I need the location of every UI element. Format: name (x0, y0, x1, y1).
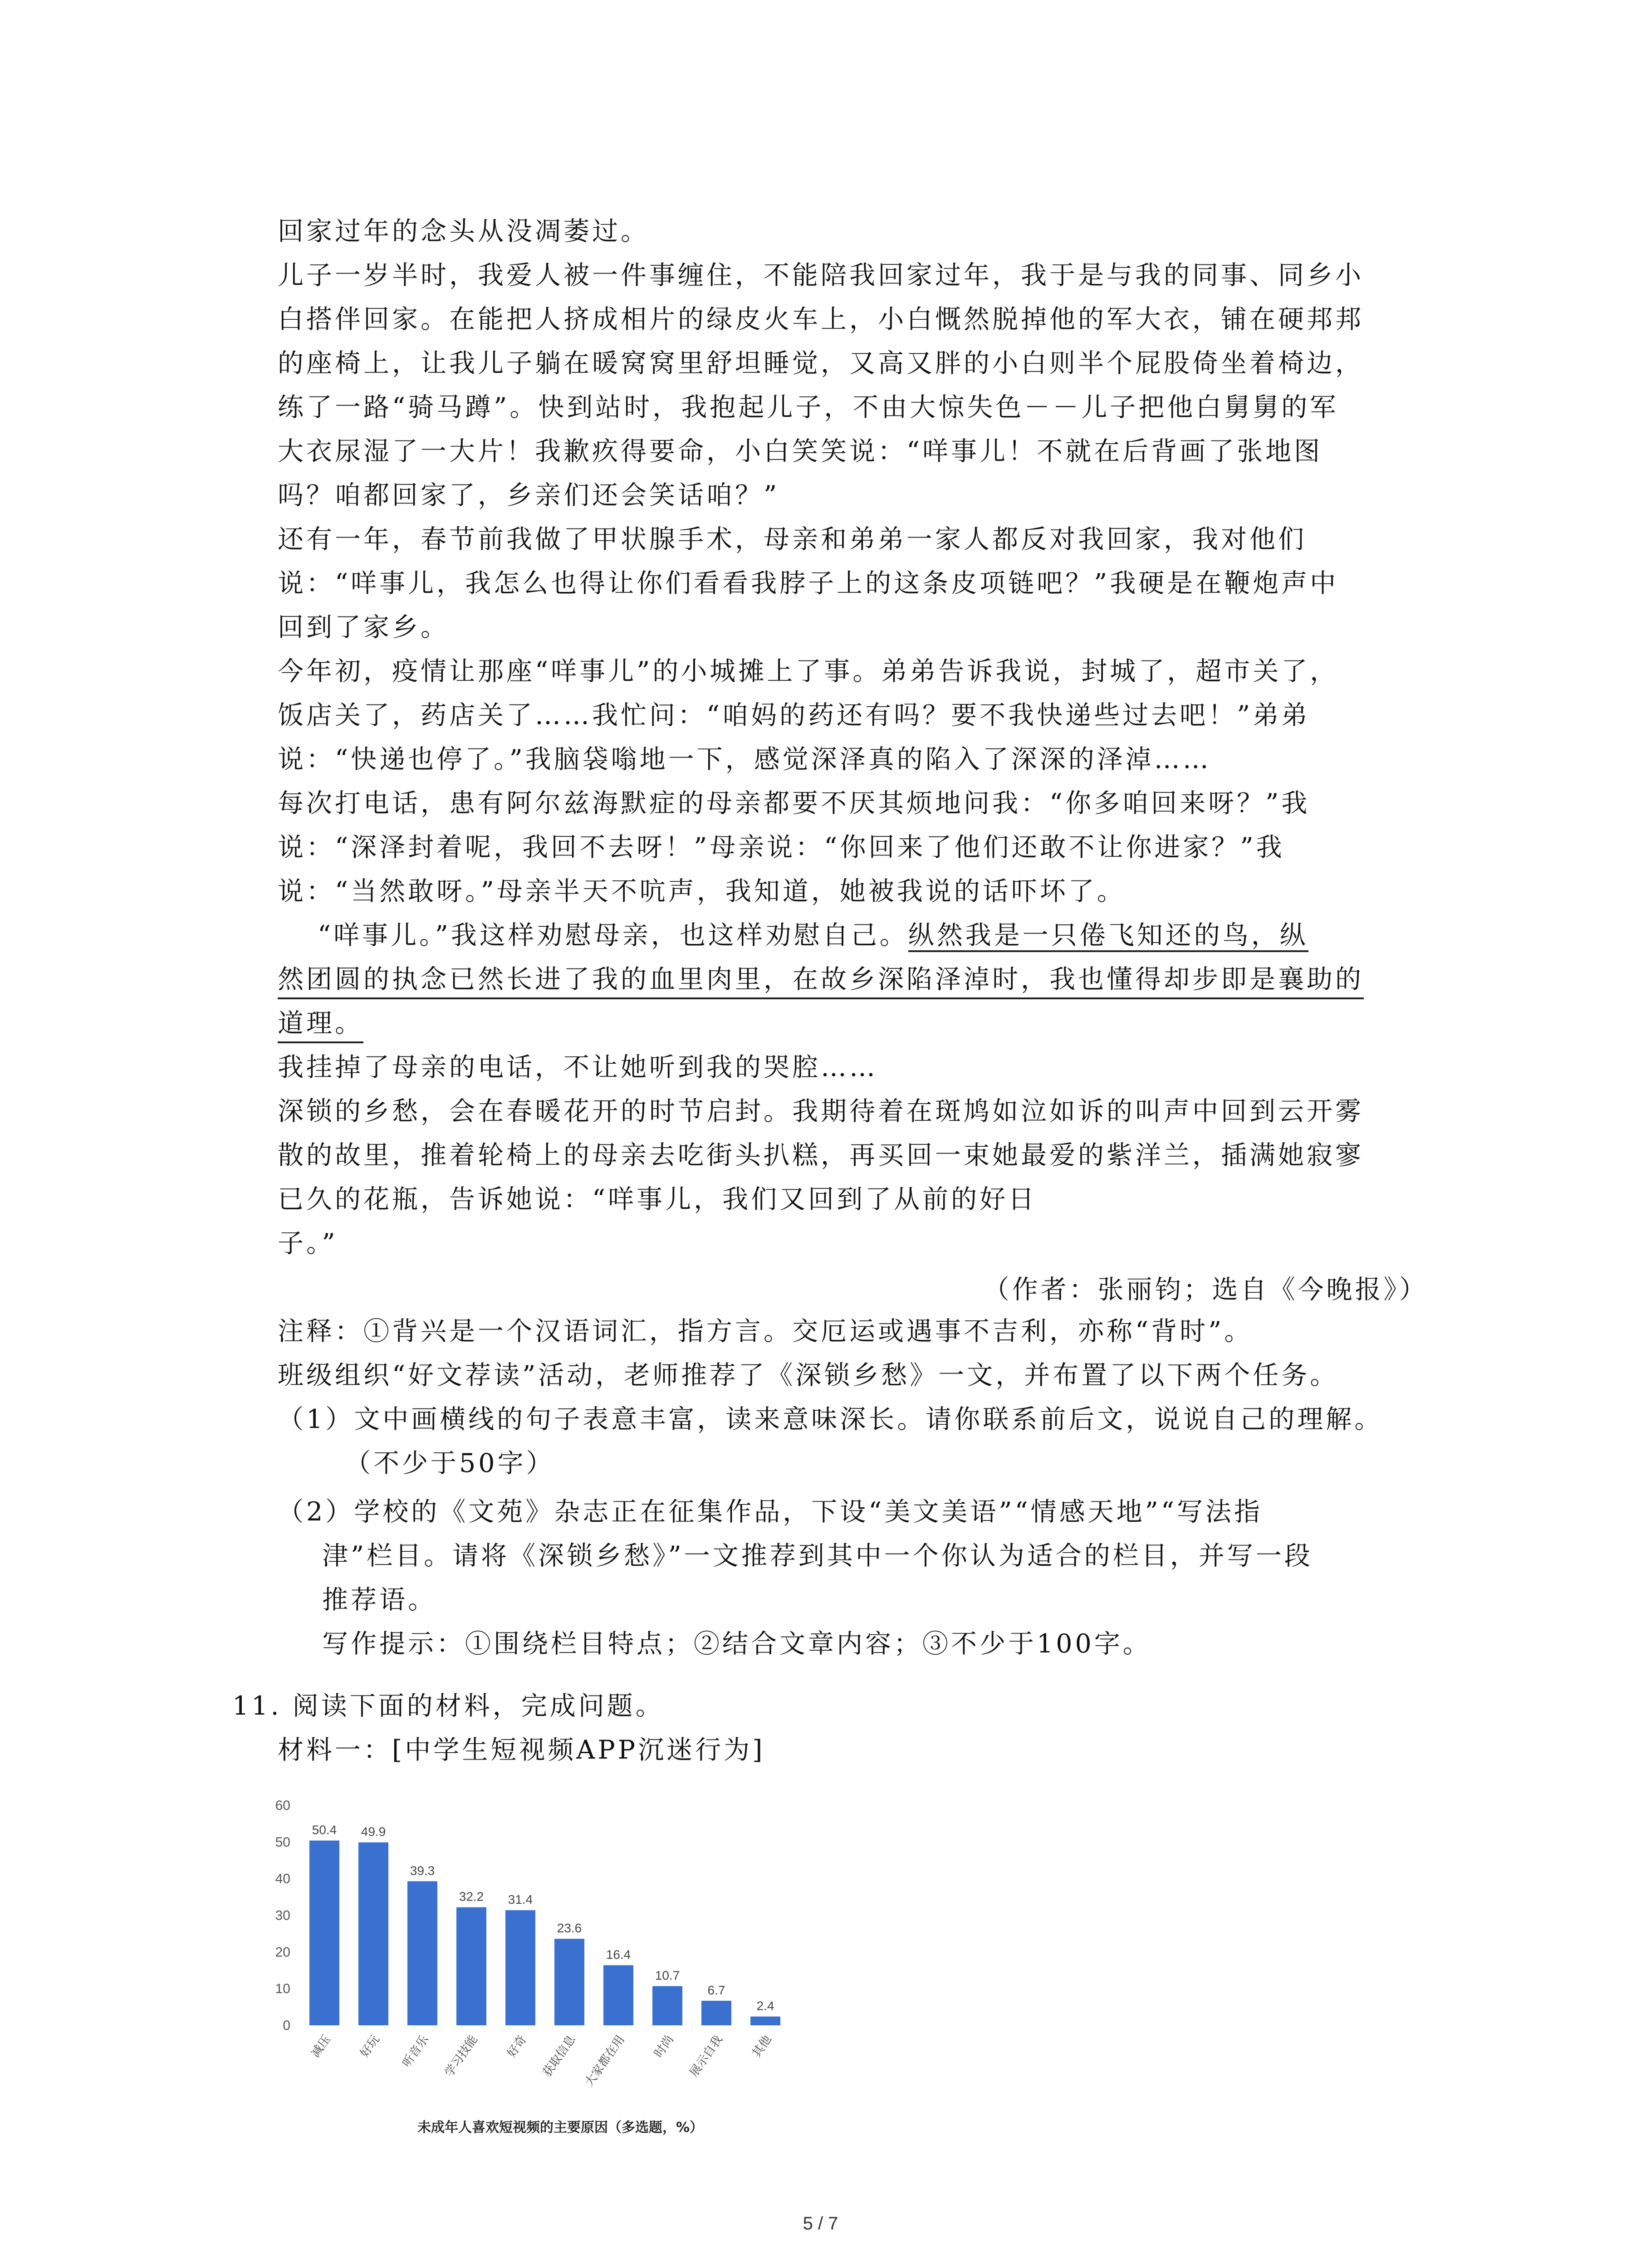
text-line: 说：“深泽封着呢，我回不去呀！”母亲说：“你回来了他们还敢不让你进家？”我 (278, 832, 1285, 862)
y-tick-label: 0 (283, 2018, 290, 2033)
data-label: 39.3 (410, 1863, 435, 1878)
data-label: 23.6 (557, 1921, 582, 1936)
bar (505, 1910, 535, 2025)
y-tick-label: 50 (275, 1834, 290, 1850)
data-label: 49.9 (361, 1824, 386, 1839)
x-tick-label: 好奇 (505, 2033, 529, 2060)
y-tick-label: 20 (275, 1945, 290, 1960)
text-line: 已久的花瓶，告诉她说：“咩事儿，我们又回到了从前的好日 (278, 1184, 1037, 1214)
footnote: 注释：①背兴是一个汉语词汇，指方言。交厄运或遇事不吉利，亦称“背时”。 (278, 1316, 1253, 1346)
text-line: 说：“当然敢呀。”母亲半天不吭声，我知道，她被我说的话吓坏了。 (278, 876, 1126, 906)
x-tick-label: 展示自我 (687, 2033, 725, 2080)
y-tick-label: 10 (275, 1981, 290, 1997)
plain-text: “咩事儿。”我这样劝慰母亲，也这样劝慰自己。 (318, 920, 908, 950)
underlined-sentence: 纵然我是一只倦飞知还的鸟，纵 (908, 920, 1308, 952)
x-tick-label: 获取信息 (540, 2033, 578, 2080)
text-line: 说：“快递也停了。”我脑袋嗡地一下，感觉深泽真的陷入了深深的泽淖…… (278, 744, 1211, 774)
x-tick-label: 学习技能 (442, 2033, 480, 2080)
x-tick-label: 好玩 (358, 2033, 382, 2060)
bar (309, 1841, 339, 2025)
text-line: 饭店关了，药店关了……我忙问：“咱妈的药还有吗？要不我快递些过去吧！”弟弟 (278, 700, 1310, 730)
underlined-sentence: 然团圆的执念已然长进了我的血里肉里，在故乡深陷泽淖时，我也懂得却步即是襄助的 (278, 961, 1364, 999)
task-2: 津”栏目。请将《深锁乡愁》”一文推荐到其中一个你认为适合的栏目，并写一段 (322, 1541, 1313, 1571)
bar (407, 1881, 437, 2025)
text-line: 儿子一岁半时，我爱人被一件事缠住，不能陪我回家过年，我于是与我的同事、同乡小 (278, 260, 1364, 290)
writing-hint: 写作提示：①围绕栏目特点；②结合文章内容；③不少于100字。 (322, 1629, 1151, 1659)
text-line: 吗？咱都回家了，乡亲们还会笑话咱？” (278, 480, 780, 510)
y-tick-label: 60 (275, 1798, 290, 1813)
x-tick-label: 时尚 (652, 2033, 676, 2060)
text-line: 每次打电话，患有阿尔兹海默症的母亲都要不厌其烦地问我：“你多咱回来呀？”我 (278, 788, 1310, 818)
text-line: 大衣尿湿了一大片！我歉疚得要命，小白笑笑说：“咩事儿！不就在后背画了张地图 (278, 436, 1323, 466)
task-1: （不少于50字） (345, 1448, 555, 1478)
bar (701, 2001, 731, 2025)
task-intro: 班级组织“好文荐读”活动，老师推荐了《深锁乡愁》一文，并布置了以下两个任务。 (278, 1360, 1339, 1390)
text-line: 还有一年，春节前我做了甲状腺手术，母亲和弟弟一家人都反对我回家，我对他们 (278, 524, 1307, 554)
y-tick-label: 30 (275, 1908, 290, 1923)
text-line: 我挂掉了母亲的电话，不让她听到我的哭腔…… (278, 1052, 878, 1082)
bar-chart (272, 1796, 907, 2150)
task-2: 推荐语。 (322, 1585, 436, 1615)
bar (358, 1843, 388, 2025)
underlined-sentence: 道理。 (278, 1005, 363, 1043)
data-label: 50.4 (312, 1823, 337, 1837)
y-tick-label: 40 (275, 1871, 290, 1887)
underlined-paragraph-start (318, 917, 1308, 953)
text-line: 散的故里，推着轮椅上的母亲去吃街头扒糕，再买回一束她最爱的紫洋兰，插满她寂寥 (278, 1140, 1364, 1170)
chart-title: 未成年人喜欢短视频的主要原因（多选题，%） (417, 2120, 704, 2136)
text-line: 回到了家乡。 (278, 612, 449, 642)
x-tick-label: 减压 (309, 2033, 333, 2060)
bar (554, 1939, 584, 2025)
question-11-title: 11. 阅读下面的材料，完成问题。 (232, 1691, 664, 1721)
data-label: 2.4 (756, 1999, 774, 2013)
bar (456, 1907, 486, 2025)
material-1-label: 材料一：[中学生短视频APP沉迷行为] (278, 1735, 765, 1765)
task-2: （2）学校的《文苑》杂志正在征集作品，下设“美文美语”“情感天地”“写法指 (278, 1497, 1263, 1527)
text-line: 练了一路“骑马蹲”。快到站时，我抱起儿子，不由大惊失色－－儿子把他白舅舅的军 (278, 392, 1339, 422)
x-tick-label: 大家都在用 (582, 2033, 627, 2089)
text-line: 回家过年的念头从没凋萎过。 (278, 216, 649, 246)
bar (750, 2017, 780, 2025)
text-line: 今年初，疫情让那座“咩事儿”的小城摊上了事。弟弟告诉我说，封城了，超市关了， (278, 656, 1339, 686)
task-1: （1）文中画横线的句子表意丰富，读来意味深长。请你联系前后文，说说自己的理解。 (278, 1404, 1383, 1434)
text-line: 白搭伴回家。在能把人挤成相片的绿皮火车上，小白慨然脱掉他的军大衣，铺在硬邦邦 (278, 304, 1364, 334)
page-number: 5 / 7 (803, 2214, 838, 2234)
text-line: 深锁的乡愁，会在春暖花开的时节启封。我期待着在斑鸠如泣如诉的叫声中回到云开雾 (278, 1096, 1364, 1126)
source-citation: （作者：张丽钧；选自《今晚报》） (983, 1275, 1428, 1305)
data-label: 6.7 (707, 1983, 725, 1997)
data-label: 31.4 (508, 1892, 533, 1907)
text-line: 说：“咩事儿，我怎么也得让你们看看我脖子上的这条皮项链吧？”我硬是在鞭炮声中 (278, 568, 1339, 598)
x-tick-label: 听音乐 (400, 2033, 431, 2070)
bar (603, 1965, 633, 2025)
data-label: 32.2 (459, 1889, 484, 1904)
text-line: 的座椅上，让我儿子躺在暖窝窝里舒坦睡觉，又高又胖的小白则半个屁股倚坐着椅边， (278, 348, 1364, 378)
data-label: 10.7 (655, 1968, 680, 1983)
data-label: 16.4 (606, 1947, 631, 1962)
bar (652, 1986, 682, 2025)
x-tick-label: 其他 (749, 2033, 774, 2060)
text-line: 子。” (278, 1228, 338, 1258)
